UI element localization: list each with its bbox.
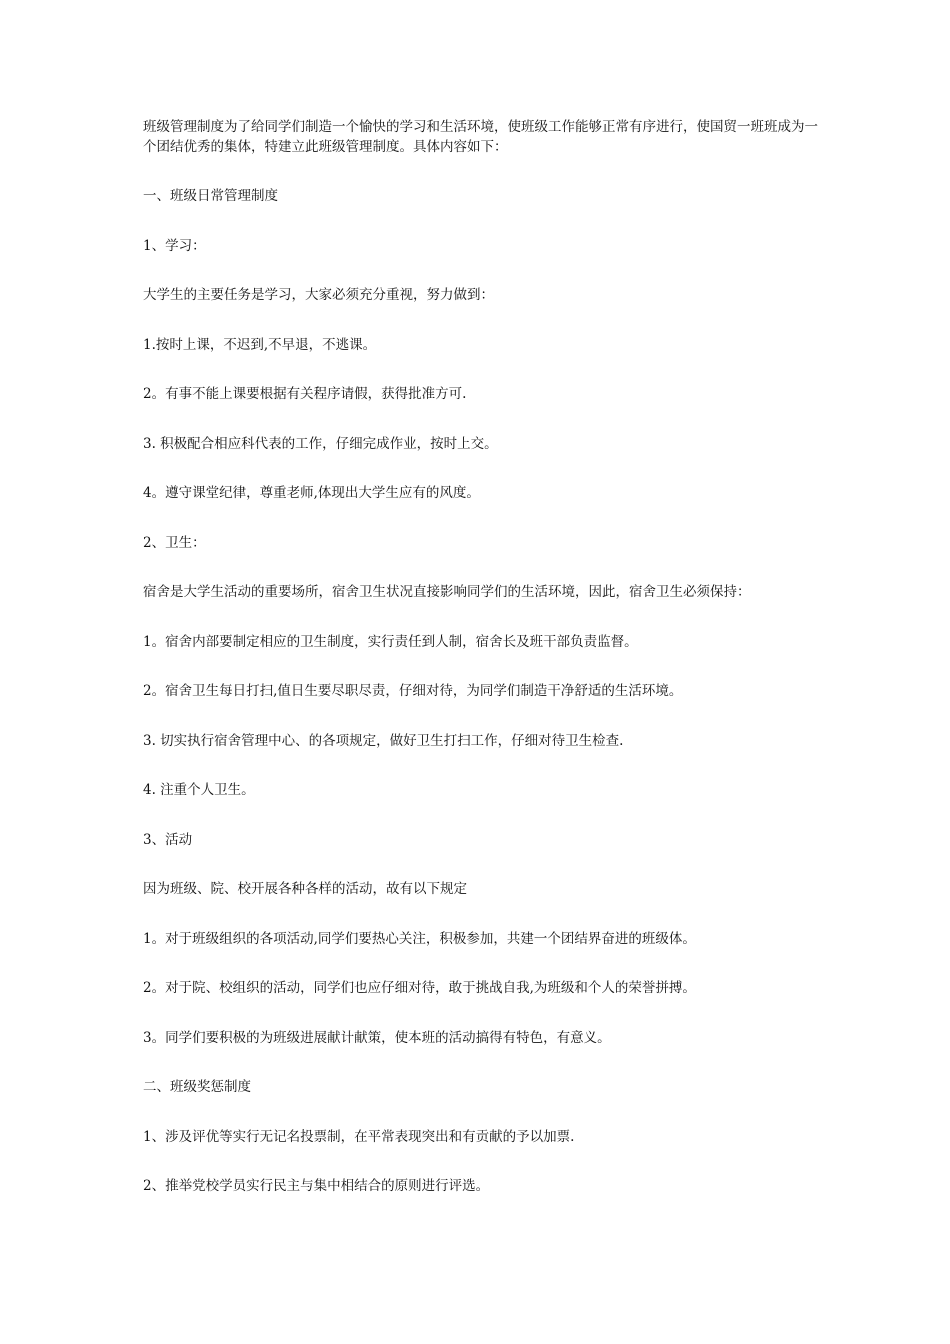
list-item-hygiene-1: 1。宿舍内部要制定相应的卫生制度，实行责任到人制，宿舍长及班干部负责监督。 xyxy=(143,634,638,650)
section-heading-daily-management: 一、班级日常管理制度 xyxy=(143,188,278,204)
document-body xyxy=(143,117,823,1196)
paragraph-hygiene-intro: 宿舍是大学生活动的重要场所，宿舍卫生状况直接影响同学们的生活环境，因此，宿舍卫生必须保持： xyxy=(143,584,751,600)
list-item-hygiene-2: 2。宿舍卫生每日打扫,值日生要尽职尽责，仔细对待，为同学们制造干净舒适的生活环境。 xyxy=(143,683,683,699)
subsection-heading-hygiene: 2、卫生： xyxy=(143,535,206,551)
section-heading-rewards-penalties: 二、班级奖惩制度 xyxy=(143,1079,251,1095)
list-item-study-1: 1.按时上课，不迟到,不早退，不逃课。 xyxy=(143,337,377,353)
list-item-rewards-2: 2、推举党校学员实行民主与集中相结合的原则进行评选。 xyxy=(143,1178,490,1194)
list-item-study-2: 2。有事不能上课要根据有关程序请假，获得批准方可. xyxy=(143,386,467,402)
paragraph-study-intro: 大学生的主要任务是学习，大家必须充分重视，努力做到： xyxy=(143,287,494,303)
paragraph-activities-intro: 因为班级、院、校开展各种各样的活动，故有以下规定 xyxy=(143,881,467,897)
subsection-heading-study: 1、学习： xyxy=(143,238,206,254)
list-item-study-4: 4。遵守课堂纪律，尊重老师,体现出大学生应有的风度。 xyxy=(143,485,480,501)
list-item-study-3: 3. 积极配合相应科代表的工作，仔细完成作业，按时上交。 xyxy=(143,436,498,452)
list-item-activities-3: 3。同学们要积极的为班级进展献计献策，使本班的活动搞得有特色，有意义。 xyxy=(143,1030,611,1046)
list-item-rewards-1: 1、涉及评优等实行无记名投票制，在平常表现突出和有贡献的予以加票. xyxy=(143,1129,575,1145)
subsection-heading-activities: 3、活动 xyxy=(143,832,193,848)
list-item-hygiene-4: 4. 注重个人卫生。 xyxy=(143,782,255,798)
list-item-activities-1: 1。对于班级组织的各项活动,同学们要热心关注，积极参加，共建一个团结界奋进的班级体。 xyxy=(143,931,696,947)
list-item-activities-2: 2。对于院、校组织的活动，同学们也应仔细对待，敢于挑战自我,为班级和个人的荣誉拼搏。 xyxy=(143,980,696,996)
intro-paragraph: 班级管理制度为了给同学们制造一个愉快的学习和生活环境，使班级工作能够正常有序进行，使国贸一班班成为一个团结优秀的集体，特建立此班级管理制度。具体内容如下： xyxy=(143,119,818,155)
list-item-hygiene-3: 3. 切实执行宿舍管理中心、的各项规定，做好卫生打扫工作，仔细对待卫生检查. xyxy=(143,733,624,749)
